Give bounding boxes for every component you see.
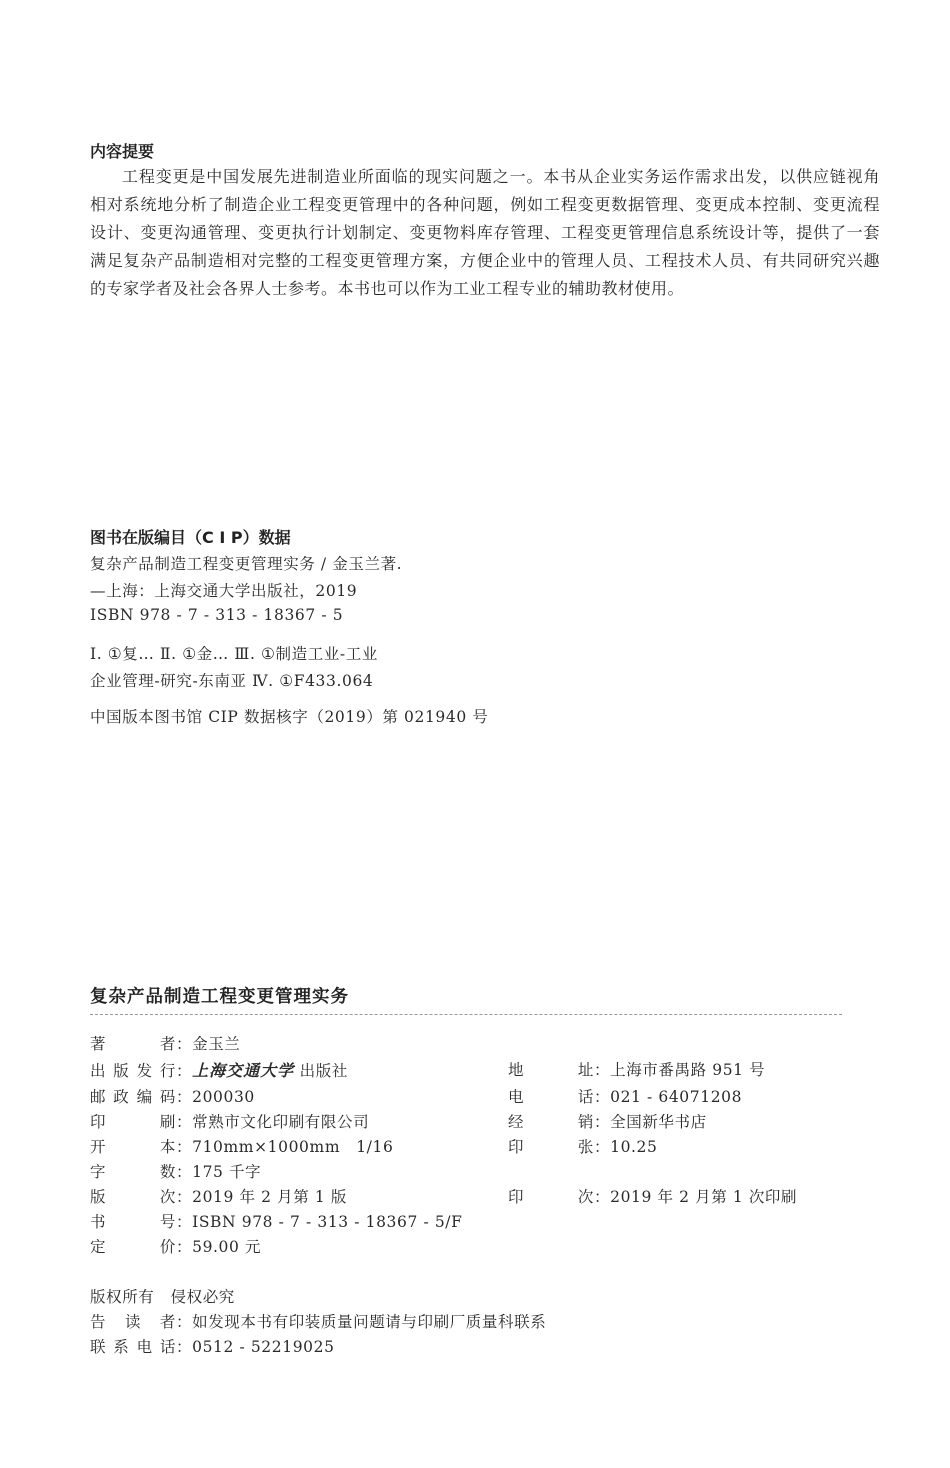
wordcount-value: 175 千字 [192, 1163, 262, 1181]
cip-isbn-line: ISBN 978 - 7 - 313 - 18367 - 5 [90, 606, 344, 624]
sheets-label: 印 张 [508, 1138, 594, 1156]
wordcount-label: 字 数 [90, 1163, 176, 1181]
cip-title-line: 复杂产品制造工程变更管理实务 / 金玉兰著. [90, 555, 403, 573]
cip-publisher-line: —上海：上海交通大学出版社，2019 [90, 582, 358, 600]
contact-phone: 0512 - 52219025 [192, 1338, 335, 1356]
address-value: 上海市番禺路 951 号 [610, 1061, 766, 1079]
price-label: 定 价 [90, 1238, 176, 1256]
sheets-value: 10.25 [610, 1138, 658, 1156]
publisher-label: 出版发行 [90, 1062, 176, 1080]
format-value: 710mm×1000mm 1/16 [192, 1138, 394, 1156]
printer-row: 印 刷：常熟市文化印刷有限公司 [90, 1110, 369, 1132]
isbn-row: 书 号：ISBN 978 - 7 - 313 - 18367 - 5/F [90, 1210, 462, 1232]
cip-classification-line-2: 企业管理-研究-东南亚 Ⅳ. ①F433.064 [90, 672, 374, 690]
phone-label: 电 话 [508, 1088, 594, 1106]
summary-heading: 内容提要 [90, 142, 155, 161]
edition-label: 版 次 [90, 1188, 176, 1206]
address-label: 地 址 [508, 1061, 594, 1079]
price-row: 定 价：59.00 元 [90, 1235, 261, 1257]
distributor-label: 经 销 [508, 1113, 594, 1131]
edition-value: 2019 年 2 月第 1 版 [192, 1188, 347, 1206]
printer-value: 常熟市文化印刷有限公司 [192, 1113, 370, 1131]
cip-heading: 图书在版编目（C I P）数据 [90, 528, 291, 547]
address-row: 地 址：上海市番禺路 951 号 [508, 1058, 765, 1080]
phone-value: 021 - 64071208 [610, 1088, 743, 1106]
isbn-label: 书 号 [90, 1213, 176, 1231]
divider [90, 1014, 842, 1015]
format-row: 开 本：710mm×1000mm 1/16 [90, 1135, 393, 1157]
price-value: 59.00 元 [192, 1238, 262, 1256]
distributor-row: 经 销：全国新华书店 [508, 1110, 707, 1132]
publisher-row: 出版发行：上海交通大学 出版社 [90, 1061, 348, 1080]
postcode-row: 邮政编码：200030 [90, 1085, 255, 1107]
format-label: 开 本 [90, 1138, 176, 1156]
copyright-notice: 版权所有 侵权必究 [90, 1288, 235, 1306]
phone-row: 电 话：021 - 64071208 [508, 1085, 742, 1107]
author-value: 金玉兰 [192, 1035, 241, 1053]
author-label: 著 者 [90, 1035, 176, 1053]
publisher-suffix: 出版社 [299, 1062, 348, 1080]
printing-label: 印 次 [508, 1188, 594, 1206]
contact-row: 联系电话：0512 - 52219025 [90, 1335, 335, 1357]
cip-classification-line: Ⅰ. ①复… Ⅱ. ①金… Ⅲ. ①制造工业-工业 [90, 645, 378, 663]
edition-row: 版 次：2019 年 2 月第 1 版 [90, 1185, 347, 1207]
postcode-label: 邮政编码 [90, 1088, 176, 1106]
printing-value: 2019 年 2 月第 1 次印刷 [610, 1188, 798, 1206]
cip-record-number: 中国版本图书馆 CIP 数据核字（2019）第 021940 号 [90, 708, 489, 726]
publisher-logo: 上海交通大学 [192, 1061, 295, 1080]
postcode-value: 200030 [192, 1088, 255, 1106]
summary-text: 工程变更是中国发展先进制造业所面临的现实问题之一。本书从企业实务运作需求出发，以供应链视角相对系统地分析了制造企业工程变更管理中的各种问题，例如工程变更数据管理、变更成本控制、变更流程设计、变更沟通管理、变更执行计划制定、变更物料库存管理、工程变更管理信息系统设计等，提供了一套满足复杂产品制造相对完整的工程变更管理方案，方便企业中的管理人员、工程技术人员、有共同研究兴趣的专家学者及社会各界人士参考。本书也可以作为工业工程专业的辅助教材使用。 [90, 167, 880, 298]
printer-label: 印 刷 [90, 1113, 176, 1131]
sheets-row: 印 张：10.25 [508, 1135, 657, 1157]
reader-text: 如发现本书有印装质量问题请与印刷厂质量科联系 [192, 1313, 547, 1331]
isbn-value: ISBN 978 - 7 - 313 - 18367 - 5/F [192, 1213, 463, 1231]
author-row: 著 者：金玉兰 [90, 1032, 240, 1054]
book-title: 复杂产品制造工程变更管理实务 [90, 987, 349, 1007]
wordcount-row: 字 数：175 千字 [90, 1160, 261, 1182]
distributor-value: 全国新华书店 [610, 1113, 707, 1131]
reader-label: 告 读 者 [90, 1313, 176, 1331]
reader-notice-row: 告 读 者：如发现本书有印装质量问题请与印刷厂质量科联系 [90, 1310, 546, 1332]
contact-label: 联系电话 [90, 1338, 176, 1356]
printing-row: 印 次：2019 年 2 月第 1 次印刷 [508, 1185, 797, 1207]
